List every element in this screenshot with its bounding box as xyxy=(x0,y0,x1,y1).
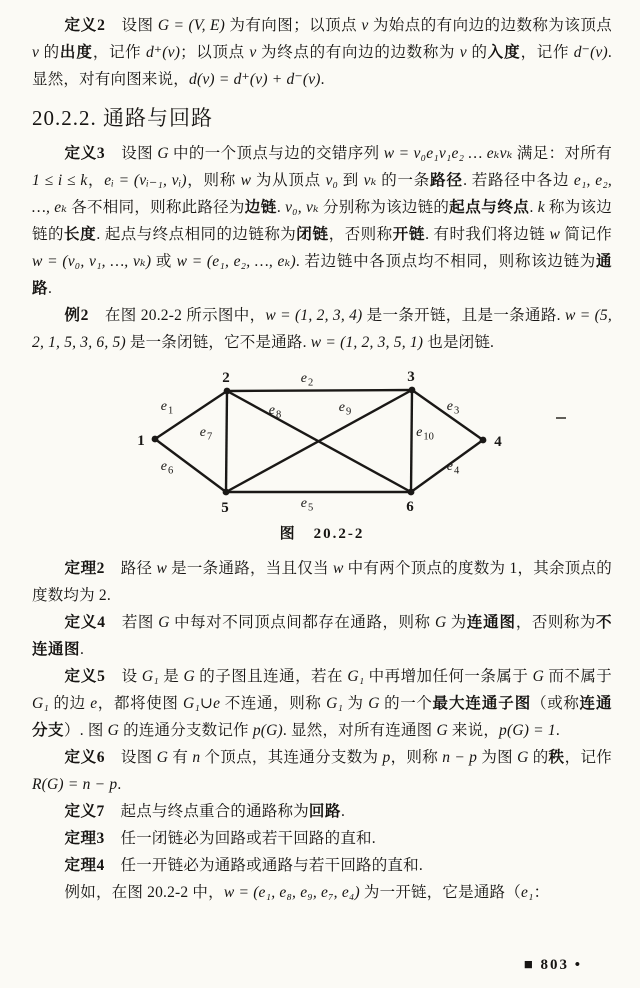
text-run: 中有两个顶点的度数为 1，其余顶点的度数均为 2. xyxy=(32,560,612,604)
text-run: 例如，在图 20.2-2 中， xyxy=(64,884,224,901)
text-run: 设图 xyxy=(105,749,157,766)
example-2 xyxy=(32,302,612,356)
text-run: 的边 xyxy=(48,695,91,712)
text-run: 不连通，则称 xyxy=(220,695,327,712)
text-run: 分别称为该边链的 xyxy=(318,199,450,216)
graph-svg xyxy=(4,366,640,518)
bold-term: 最大连通子图 xyxy=(432,695,532,712)
page-number: ■ 803 • xyxy=(523,957,582,973)
text-run: 为有向图；以顶点 xyxy=(225,17,362,34)
text-run: ，则称 xyxy=(390,749,443,766)
math-expression: v xyxy=(459,44,467,61)
text-run: 或 xyxy=(151,253,177,270)
text-run: . 显然，对有向图来说， xyxy=(32,44,612,88)
math-expression: w = (e₁, e₂, …, eₖ) xyxy=(176,253,296,270)
text-run: . 若路径中各边 xyxy=(463,172,574,189)
edge-e10 xyxy=(411,390,412,492)
math-expression: v₀ xyxy=(325,172,339,189)
math-expression: d⁻(v) xyxy=(573,44,608,61)
bold-term: 连通图 xyxy=(466,614,516,631)
text-run: ，否则称 xyxy=(328,226,393,243)
text-run: . 有时我们将边链 xyxy=(425,226,550,243)
math-expression: e₁, e₂, …, eₖ xyxy=(32,172,612,216)
math-expression: G₁ xyxy=(32,695,49,712)
text-run: 来说， xyxy=(447,722,500,739)
math-expression: G xyxy=(532,668,545,685)
edge-label-e8: $e_8$ xyxy=(268,403,282,421)
text-run: 的一条 xyxy=(376,172,430,189)
vertex-1 xyxy=(152,436,159,443)
text-run: 有 xyxy=(168,749,193,766)
math-expression: d⁺(v) xyxy=(145,44,181,61)
bold-term: 起点与终点 xyxy=(449,199,530,216)
text-run: . xyxy=(340,803,346,820)
textbook-content xyxy=(32,12,612,906)
bold-term: 定义3 xyxy=(64,145,106,162)
math-expression: v₀, vₖ xyxy=(285,199,319,216)
text-run: 是一条通路，当且仅当 xyxy=(167,560,333,577)
text-run: . xyxy=(555,722,560,739)
text-run: 简记作 xyxy=(560,226,612,243)
math-expression: w xyxy=(156,560,167,577)
bold-term: 定理2 xyxy=(64,560,105,577)
math-expression: p(G) xyxy=(252,722,283,739)
text-run: 也是闭链. xyxy=(423,334,495,351)
bold-term: 连通分支 xyxy=(32,695,612,739)
math-expression: e₁ xyxy=(520,884,534,901)
edge-label-e5: $e_5$ xyxy=(300,496,314,514)
vertex-3 xyxy=(409,387,416,394)
text-run: ，否则称为 xyxy=(515,614,596,631)
math-expression: v xyxy=(249,44,257,61)
text-run: 的连通分支数记作 xyxy=(119,722,253,739)
text-run: 中的一个顶点与边的交错序列 xyxy=(168,145,384,162)
bold-term: 回路 xyxy=(308,803,341,820)
bold-term: 闭链 xyxy=(296,226,329,243)
edge-label-e6: $e_6$ xyxy=(160,459,174,477)
text-run: 是一条闭链，它不是通路. xyxy=(125,334,311,351)
text-run: 在图 20.2-2 所示图中， xyxy=(88,307,266,324)
bold-term: 定义7 xyxy=(64,803,105,820)
text-run: 设图 xyxy=(105,145,158,162)
text-run: 是一条开链，且是一条通路. xyxy=(362,307,565,324)
math-expression: w = (1, 2, 3, 5, 1) xyxy=(310,334,424,351)
math-expression: d(v) = d⁺(v) + d⁻(v) xyxy=(189,71,321,88)
definition-4 xyxy=(32,609,612,663)
math-expression: G xyxy=(107,722,120,739)
definition-2 xyxy=(32,12,612,93)
math-expression: G xyxy=(156,749,169,766)
math-expression: p xyxy=(382,749,391,766)
edge-label-e9: $e_9$ xyxy=(338,400,352,418)
text-run: 为 xyxy=(343,695,369,712)
text-run: 的 xyxy=(528,749,549,766)
text-run: ，记作 xyxy=(520,44,574,61)
bold-term: 定理3 xyxy=(64,830,105,847)
math-expression: G xyxy=(436,722,448,739)
text-run: 为从顶点 xyxy=(251,172,326,189)
text-run: 中每对不同顶点间都存在通路，则称 xyxy=(169,614,435,631)
vertex-label-1: 1 xyxy=(137,433,145,449)
vertex-label-6: 6 xyxy=(406,499,414,515)
text-run: ， xyxy=(87,172,105,189)
text-run: . xyxy=(117,776,122,793)
text-run: ，则称 xyxy=(186,172,241,189)
text-run: ；以顶点 xyxy=(180,44,250,61)
text-run: . xyxy=(276,199,286,216)
text-run: 路径 xyxy=(104,560,157,577)
math-expression: w = (1, 2, 3, 4) xyxy=(265,307,363,324)
bold-term: 边链 xyxy=(244,199,277,216)
bold-term: 入度 xyxy=(487,44,521,61)
vertex-label-3: 3 xyxy=(407,369,415,385)
text-run: 为图 xyxy=(477,749,518,766)
math-expression: v xyxy=(361,17,369,34)
bold-term: 长度 xyxy=(63,226,97,243)
bold-term: 不连通图 xyxy=(32,614,612,658)
text-run: . 起点与终点相同的边链称为 xyxy=(96,226,297,243)
text-run: 到 xyxy=(338,172,364,189)
math-expression: G xyxy=(434,614,447,631)
edge-e7 xyxy=(226,391,227,492)
math-expression: n − p xyxy=(442,749,478,766)
text-run: 中再增加任何一条属于 xyxy=(364,668,533,685)
math-expression: G xyxy=(183,668,195,685)
vertex-5 xyxy=(223,489,230,496)
text-run: 称为该边链的 xyxy=(32,199,612,243)
text-run: . xyxy=(48,280,53,297)
math-expression: G₁ xyxy=(141,668,159,685)
text-run: 个顶点，其连通分支数为 xyxy=(200,749,383,766)
math-expression: 1 ≤ i ≤ k xyxy=(32,172,88,189)
edge-label-e7: $e_7$ xyxy=(199,425,213,443)
text-run: . 若边链中各顶点均不相同，则称该边链为 xyxy=(295,253,596,270)
definition-5 xyxy=(32,663,612,744)
math-expression: G xyxy=(157,145,169,162)
text-run: 起点与终点重合的通路称为 xyxy=(104,803,309,820)
text-run: ）. 图 xyxy=(64,722,108,739)
text-run: ： xyxy=(533,884,550,901)
text-run: 为始点的有向边的边数称为该顶点 xyxy=(368,17,612,34)
bold-term: 定义4 xyxy=(64,614,106,631)
math-expression: G₁∪e xyxy=(182,695,221,712)
text-run: 若图 xyxy=(105,614,159,631)
section-heading: 20.2.2. 通路与回路 xyxy=(32,106,213,130)
text-run: 的一个 xyxy=(379,695,433,712)
bold-term: 通路 xyxy=(32,253,612,297)
text-run: 是 xyxy=(158,668,184,685)
text-run: 设 xyxy=(105,668,142,685)
bold-term: 定义2 xyxy=(64,17,106,34)
math-expression: w = (e₁, e₈, e₉, e₇, e₄) xyxy=(223,884,360,901)
vertex-label-4: 4 xyxy=(494,434,502,450)
bold-term: 开链 xyxy=(392,226,426,243)
math-expression: G₁ xyxy=(326,695,344,712)
vertex-label-2: 2 xyxy=(222,370,230,386)
text-run: 任一闭链必为回路或若干回路的直和. xyxy=(104,830,376,847)
math-expression: v xyxy=(32,44,40,61)
definition-7 xyxy=(32,798,612,825)
math-expression: e xyxy=(90,695,98,712)
graph-figure xyxy=(4,366,640,518)
definition-6 xyxy=(32,744,612,798)
math-expression: w = v₀e₁v₁e₂ … eₖvₖ xyxy=(383,145,513,162)
text-run: 而不属于 xyxy=(544,668,612,685)
text-run: 各不相同，则称此路径为 xyxy=(67,199,245,216)
math-expression: vₖ xyxy=(363,172,377,189)
text-run: 的 xyxy=(39,44,60,61)
text-run: 为终点的有向边的边数称为 xyxy=(256,44,460,61)
theorem-4 xyxy=(32,852,612,879)
math-expression: w xyxy=(332,560,344,577)
text-run: . xyxy=(529,199,538,216)
text-run: ，记作 xyxy=(92,44,146,61)
text-run: . xyxy=(320,71,325,88)
text-run: 为一开链，它是通路（ xyxy=(359,884,521,901)
theorem-3 xyxy=(32,825,612,852)
bold-term: 定义6 xyxy=(64,749,106,766)
math-expression: w xyxy=(240,172,252,189)
bold-term: 例2 xyxy=(64,307,89,324)
math-expression: G = (V, E) xyxy=(157,17,226,34)
text-run: 的子图且连通，若在 xyxy=(194,668,348,685)
edge-label-e10: $e_{10}$ xyxy=(416,425,434,443)
text-run: 满足：对所有 xyxy=(512,145,612,162)
edge-label-e1: $e_1$ xyxy=(160,399,174,417)
math-expression: eᵢ = (vᵢ₋₁, vᵢ) xyxy=(104,172,187,189)
math-expression: G xyxy=(368,695,380,712)
bold-term: 定义5 xyxy=(64,668,106,685)
text-run: . 显然，对所有连通图 xyxy=(282,722,437,739)
math-expression: n xyxy=(192,749,201,766)
example-continuation xyxy=(32,879,612,906)
edge-label-e4: $e_4$ xyxy=(446,459,460,477)
bold-term: 出度 xyxy=(59,44,93,61)
vertex-2 xyxy=(224,388,231,395)
definition-3 xyxy=(32,140,612,302)
vertex-label-5: 5 xyxy=(221,500,229,516)
math-expression: w xyxy=(549,226,561,243)
vertex-4 xyxy=(480,437,487,444)
bold-term: 定理4 xyxy=(64,857,105,874)
math-expression: G xyxy=(158,614,170,631)
bold-term: 秩 xyxy=(548,749,565,766)
math-expression: R(G) = n − p xyxy=(32,776,118,793)
math-expression: G₁ xyxy=(347,668,365,685)
text-run: 任一开链必为通路或通路与若干回路的直和. xyxy=(104,857,423,874)
bold-term: 路径 xyxy=(429,172,464,189)
edge-label-e2: $e_2$ xyxy=(300,371,314,389)
text-run: 设图 xyxy=(105,17,158,34)
text-run: ，都将使图 xyxy=(97,695,183,712)
text-run: ，记作 xyxy=(564,749,612,766)
figure-caption: 图 20.2-2 xyxy=(279,526,365,542)
math-expression: p(G) = 1 xyxy=(499,722,556,739)
theorem-2 xyxy=(32,555,612,609)
edge-label-e3: $e_3$ xyxy=(446,399,460,417)
math-expression: G xyxy=(517,749,529,766)
math-expression: w = (5, 2, 1, 5, 3, 6, 5) xyxy=(32,307,612,351)
text-run: . xyxy=(80,641,85,658)
vertex-6 xyxy=(408,489,415,496)
text-run: 为 xyxy=(446,614,467,631)
math-expression: k xyxy=(537,199,545,216)
text-run: （或称 xyxy=(531,695,580,712)
edge-e2 xyxy=(227,390,412,391)
text-run: 的 xyxy=(466,44,488,61)
math-expression: w = (v₀, v₁, …, vₖ) xyxy=(32,253,152,270)
